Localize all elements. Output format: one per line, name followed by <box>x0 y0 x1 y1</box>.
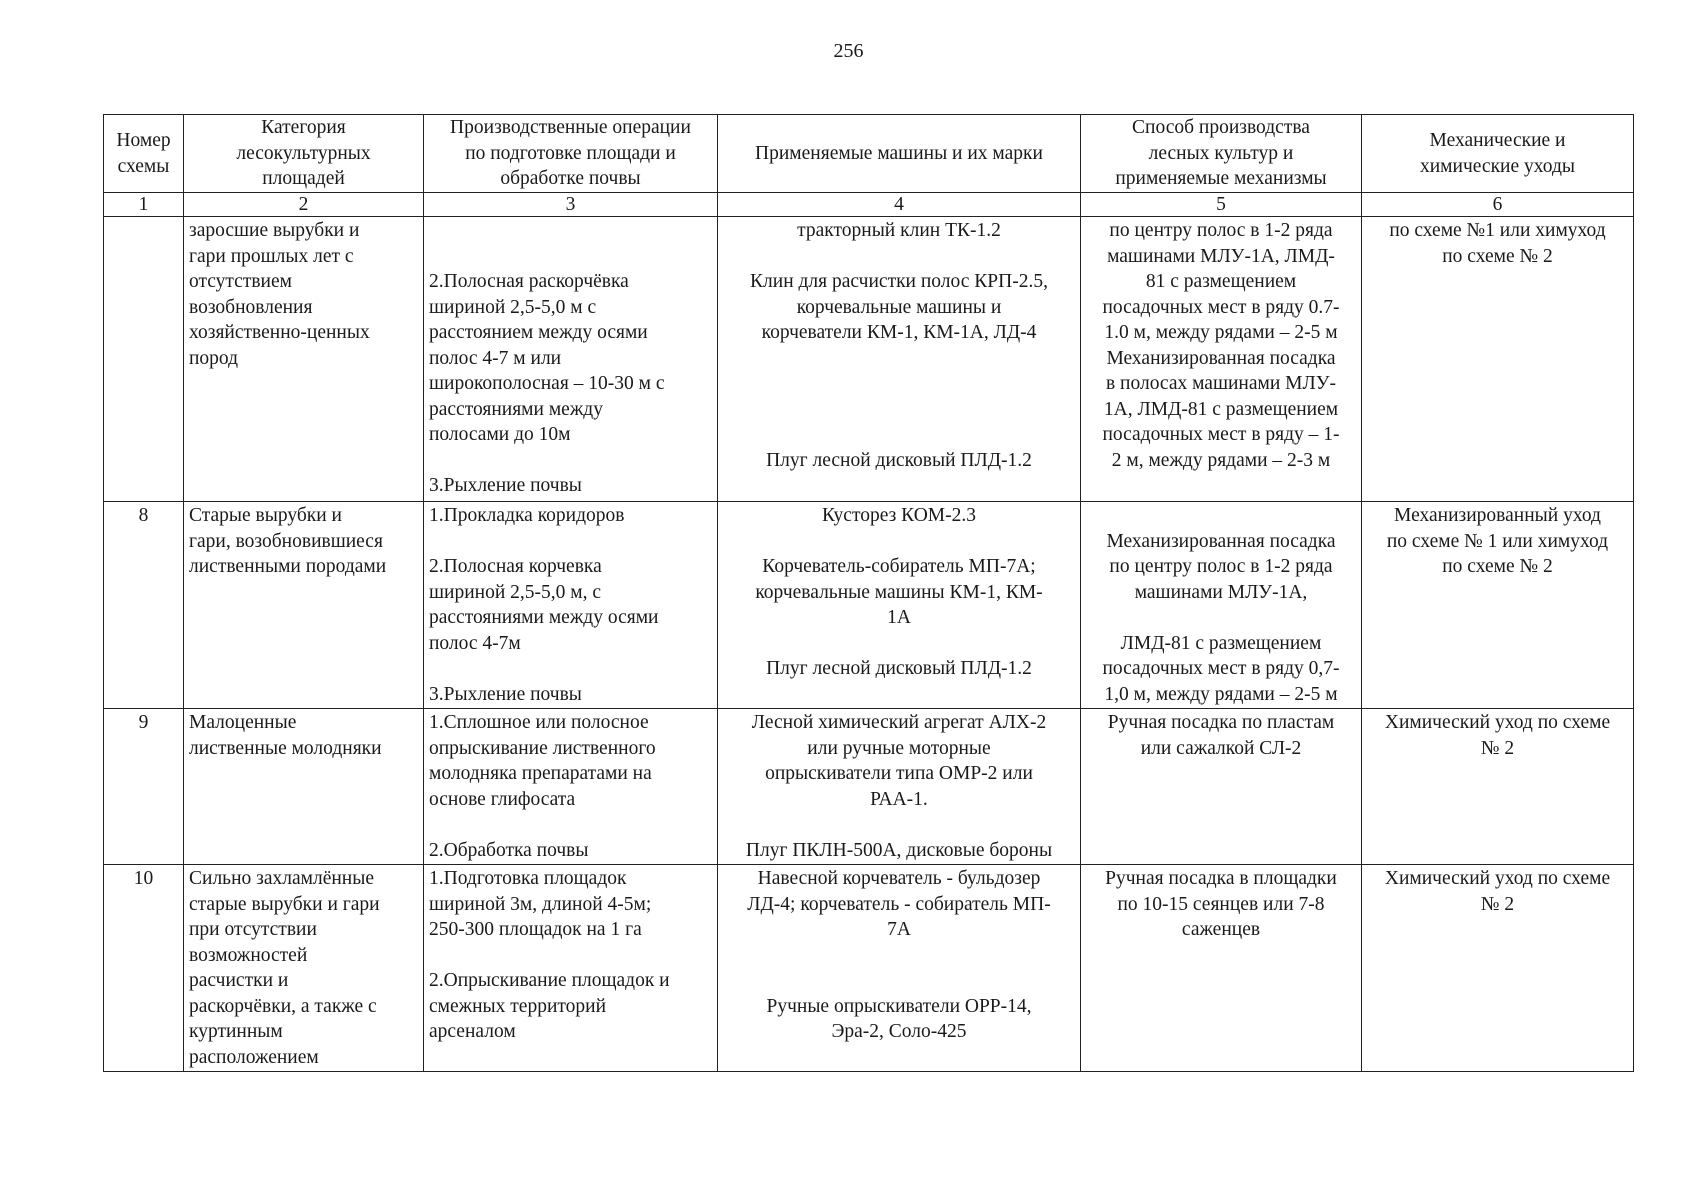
cell-line: 1А <box>887 607 911 628</box>
cell-line: Старые вырубки и <box>189 505 342 526</box>
cell-line: 2.Полосная раскорчёвка <box>429 271 629 292</box>
cell-line: обработке почвы <box>500 168 641 190</box>
cell-line: Механизированный уход <box>1394 505 1601 526</box>
cell-line: раскорчёвки, а также с <box>189 995 377 1017</box>
cell-line: 1.Подготовка площадок <box>429 868 627 889</box>
scheme-number-cell: 8 <box>104 502 184 709</box>
cell-line: основе глифосата <box>429 788 576 810</box>
cell-line: тракторный клин ТК-1.2 <box>797 220 1001 241</box>
cell-line: № 2 <box>1480 893 1515 915</box>
machines-cell <box>718 217 1081 502</box>
forest-culture-table <box>103 114 1634 1072</box>
cell-line: возобновления <box>189 296 313 318</box>
blank-line <box>723 812 1075 838</box>
cell-line: машинами МЛУ-1А, <box>1134 581 1308 603</box>
operations-cell <box>424 865 718 1072</box>
method-cell <box>1081 865 1362 1072</box>
category-cell <box>184 217 424 502</box>
cell-line: Сильно захламлённые <box>189 868 374 889</box>
blank-line <box>429 812 712 838</box>
cell-line: шириной 2,5-5,0 м с <box>429 296 597 318</box>
cell-line: в полосах машинами МЛУ- <box>1105 373 1337 394</box>
column-number: 6 <box>1362 193 1634 217</box>
header-machines <box>718 115 1081 193</box>
cell-line: 3.Рыхление почвы <box>429 683 582 705</box>
cell-line: по центру полос в 1-2 ряда <box>1109 556 1333 577</box>
cell-line: схемы <box>117 155 170 177</box>
blank-line <box>723 244 1075 270</box>
blank-line <box>723 631 1075 657</box>
cell-line: или сажалкой СЛ-2 <box>1140 737 1302 759</box>
cell-line: 81 с размещением <box>1145 271 1297 292</box>
cell-line: 2 м, между рядами – 2-3 м <box>1111 449 1331 471</box>
cell-line: Плуг ПКЛН-500А, дисковые бороны <box>745 839 1053 861</box>
cell-line: 1.Прокладка коридоров <box>429 505 625 526</box>
cell-line: Ручная посадка по пластам <box>1107 712 1335 733</box>
cell-line: 250-300 площадок на 1 га <box>429 919 642 940</box>
cell-line: посадочных мест в ряду – 1- <box>1102 424 1340 445</box>
cell-line: отсутствием <box>189 271 292 292</box>
cell-line: Клин для расчистки полос КРП-2.5, <box>750 271 1048 292</box>
method-cell <box>1081 502 1362 709</box>
cell-line: расстоянием между осями <box>429 322 648 343</box>
cell-line: 3.Рыхление почвы <box>429 475 582 496</box>
cell-line: машинами МЛУ-1А, ЛМД- <box>1107 245 1335 267</box>
blank-line <box>1086 503 1356 529</box>
cell-line: или ручные моторные <box>807 737 991 759</box>
cell-line: 1,0 м, между рядами – 2-5 м <box>1104 683 1338 705</box>
cell-line: Способ производства <box>1132 117 1310 139</box>
cell-line: смежных территорий <box>429 995 607 1017</box>
cell-line: по схеме №1 или химуход <box>1389 220 1606 241</box>
blank-line <box>723 968 1075 994</box>
cell-line: Механизированная посадка <box>1106 347 1336 369</box>
cell-line: корчевальные машины КМ-1, КМ- <box>755 581 1043 603</box>
operations-cell <box>424 709 718 865</box>
machines-cell <box>718 709 1081 865</box>
header-operations <box>424 115 718 193</box>
column-number: 1 <box>104 193 184 217</box>
cell-line: при отсутствии <box>189 919 317 940</box>
cell-line: корчеватели КМ-1, КМ-1А, ЛД-4 <box>761 322 1037 343</box>
scheme-number-cell: 9 <box>104 709 184 865</box>
cell-line: лесокультурных <box>236 142 371 164</box>
cell-line: шириной 3м, длиной 4-5м; <box>429 893 652 915</box>
cell-line: возможностей <box>189 944 308 966</box>
operations-cell <box>424 217 718 502</box>
operations-cell <box>424 502 718 709</box>
cell-line: РАА-1. <box>870 788 928 810</box>
cell-line: по центру полос в 1-2 ряда <box>1109 220 1333 241</box>
cell-line: ЛМД-81 с размещением <box>1120 632 1322 654</box>
cell-line: расстояниями между осями <box>429 607 659 628</box>
cell-line: Ручная посадка в площадки <box>1105 868 1337 889</box>
cell-line: 1.0 м, между рядами – 2-5 м <box>1104 322 1338 343</box>
cell-line: полос 4-7 м или <box>429 347 562 369</box>
blank-line <box>723 422 1075 448</box>
cell-line: посадочных мест в ряду 0,7- <box>1102 658 1340 679</box>
blank-line <box>429 218 712 244</box>
cell-line: Механизированная посадка <box>1106 530 1336 552</box>
header-row <box>104 115 1634 193</box>
cell-line: полосами до 10м <box>429 424 571 445</box>
table-row <box>104 502 1634 709</box>
blank-line <box>723 371 1075 397</box>
cell-line: шириной 2,5-5,0 м, с <box>429 581 601 603</box>
column-number: 4 <box>718 193 1081 217</box>
cell-line: пород <box>189 347 239 369</box>
page-number: 256 <box>833 40 864 62</box>
blank-line <box>1086 605 1356 631</box>
cell-line: посадочных мест в ряду 0.7- <box>1102 296 1340 318</box>
blank-line <box>723 529 1075 555</box>
cell-line: 1А, ЛМД-81 с размещением <box>1103 398 1339 420</box>
cell-line: № 2 <box>1480 737 1515 759</box>
cell-line: 2.Обработка почвы <box>429 839 589 861</box>
table-row <box>104 217 1634 502</box>
cell-line: Производственные операции <box>450 117 691 139</box>
cell-line: Химический уход по схеме <box>1384 712 1611 733</box>
method-cell <box>1081 217 1362 502</box>
cell-line: 2.Полосная корчевка <box>429 556 602 577</box>
care-cell <box>1362 709 1634 865</box>
cell-line: гари прошлых лет с <box>189 245 354 267</box>
cell-line: молодняка препаратами на <box>429 763 652 784</box>
column-numbers-row <box>104 193 1634 217</box>
blank-line <box>429 244 712 270</box>
cell-line: 1.Сплошное или полосное <box>429 712 649 733</box>
table-row <box>104 865 1634 1072</box>
scheme-number-cell: 10 <box>104 865 184 1072</box>
cell-line: широкополосная – 10-30 м с <box>429 373 665 394</box>
column-number: 3 <box>424 193 718 217</box>
column-number: 5 <box>1081 193 1362 217</box>
cell-line: по подготовке площади и <box>465 142 676 164</box>
cell-line: Плуг лесной дисковый ПЛД-1.2 <box>766 449 1032 471</box>
header-category <box>184 115 424 193</box>
cell-line: 2.Опрыскивание площадок и <box>429 970 670 991</box>
cell-line: расстояниями между <box>429 398 603 420</box>
blank-line <box>723 943 1075 969</box>
cell-line: 7А <box>887 919 911 940</box>
method-cell <box>1081 709 1362 865</box>
blank-line <box>429 656 712 682</box>
blank-line <box>429 529 712 555</box>
cell-line: лиственными породами <box>189 556 387 577</box>
category-cell <box>184 709 424 865</box>
cell-line: Применяемые машины и их марки <box>755 142 1043 164</box>
cell-line: ЛД-4; корчеватель - собиратель МП- <box>747 893 1051 915</box>
machines-cell <box>718 502 1081 709</box>
cell-line: заросшие вырубки и <box>189 220 360 241</box>
cell-line: по схеме № 2 <box>1442 245 1553 267</box>
cell-line: полос 4-7м <box>429 632 521 654</box>
care-cell <box>1362 217 1634 502</box>
cell-line: арсеналом <box>429 1021 516 1042</box>
header-scheme-number <box>104 115 184 193</box>
blank-line <box>429 448 712 474</box>
blank-line <box>723 346 1075 372</box>
cell-line: Номер <box>116 130 171 151</box>
cell-line: по схеме № 2 <box>1442 556 1553 577</box>
cell-line: куртинным <box>189 1021 283 1042</box>
cell-line: Ручные опрыскиватели ОРР-14, <box>766 995 1032 1017</box>
cell-line: Химический уход по схеме <box>1384 868 1611 889</box>
blank-line <box>723 397 1075 423</box>
cell-line: корчевальные машины и <box>796 296 1002 318</box>
cell-line: старые вырубки и гари <box>189 893 380 915</box>
cell-line: Корчеватель-собиратель МП-7А; <box>762 556 1036 577</box>
header-method <box>1081 115 1362 193</box>
cell-line: Плуг лесной дисковый ПЛД-1.2 <box>766 658 1032 679</box>
cell-line: Категория <box>261 117 346 139</box>
cell-line: Лесной химический агрегат АЛХ-2 <box>751 712 1047 733</box>
cell-line: площадей <box>262 168 345 190</box>
cell-line: Навесной корчеватель - бульдозер <box>757 868 1041 889</box>
cell-line: опрыскивание лиственного <box>429 737 656 759</box>
cell-line: лесных культур и <box>1148 142 1294 164</box>
blank-line <box>429 943 712 969</box>
cell-line: расчистки и <box>189 970 289 991</box>
cell-line: расположением <box>189 1046 319 1068</box>
cell-line: опрыскиватели типа ОМР-2 или <box>765 763 1033 784</box>
cell-line: применяемые механизмы <box>1115 168 1327 190</box>
care-cell <box>1362 865 1634 1072</box>
cell-line: Механические и <box>1429 130 1566 151</box>
category-cell <box>184 865 424 1072</box>
header-care <box>1362 115 1634 193</box>
cell-line: по схеме № 1 или химуход <box>1386 530 1609 552</box>
column-number: 2 <box>184 193 424 217</box>
care-cell <box>1362 502 1634 709</box>
cell-line: Кусторез КОМ-2.3 <box>822 505 976 526</box>
cell-line: гари, возобновившиеся <box>189 530 383 552</box>
machines-cell <box>718 865 1081 1072</box>
scheme-number-cell <box>104 217 184 502</box>
cell-line: саженцев <box>1181 919 1261 940</box>
cell-line: Малоценные <box>189 712 297 733</box>
cell-line: химические уходы <box>1420 155 1575 177</box>
table-row <box>104 709 1634 865</box>
cell-line: лиственные молодняки <box>189 737 382 759</box>
cell-line: хозяйственно-ценных <box>189 322 370 343</box>
category-cell <box>184 502 424 709</box>
cell-line: Эра-2, Соло-425 <box>831 1021 967 1042</box>
cell-line: по 10-15 сеянцев или 7-8 <box>1117 893 1325 915</box>
